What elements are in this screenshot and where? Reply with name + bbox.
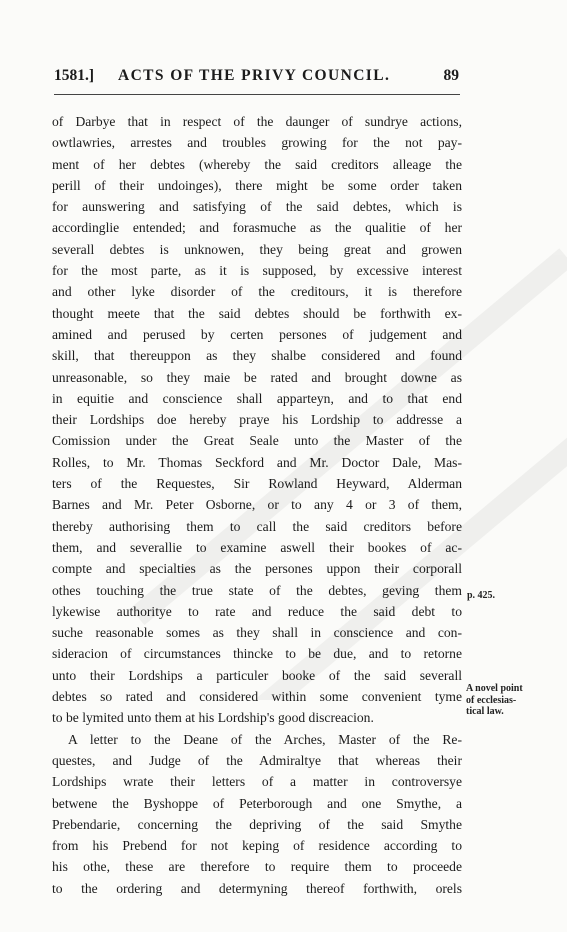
header-rule: [54, 94, 460, 95]
text-line: perill of their undoinges), there might be some order taken: [52, 177, 462, 193]
sidenote-line: tical law.: [466, 706, 504, 717]
text-line: Lordships wrate their letters of a matter in controversye: [52, 774, 462, 790]
header-year: 1581.]: [54, 67, 95, 84]
text-line: debtes so rated and considered within some convenient tyme: [52, 689, 462, 705]
text-line: ters of the Requestes, Sir Rowland Heyward, Alderman: [52, 476, 462, 492]
text-line: of Darbye that in respect of the daunger of sundrye actions,: [52, 114, 462, 129]
text-line: lykewise authoritye to rate and reduce the said debt to: [52, 603, 462, 619]
text-line: sideracion of circumstances thincke to be due, and to retorne: [52, 646, 462, 662]
text-line: thought meete that the said debtes should be forthwith ex-: [52, 305, 462, 321]
text-line: in equitie and conscience shall apparteyn, and to that end: [52, 390, 462, 406]
text-line: for the most parte, as it is supposed, by excessive interest: [52, 263, 462, 279]
text-line: for aunswering and satisfying of the said debtes, which is: [52, 199, 462, 215]
text-line: suche reasonable somes as they shall in conscience and con-: [52, 625, 462, 641]
text-line: from his Prebend for not keping of residence according to: [52, 838, 462, 854]
text-line: owtlawries, arrestes and troubles growing for the not pay-: [52, 135, 462, 151]
text-line: Rolles, to Mr. Thomas Seckford and Mr. Doctor Dale, Mas-: [52, 454, 462, 470]
text-line: their Lordships doe hereby praye his Lordship to addresse a: [52, 412, 462, 428]
text-line: ment of her debtes (whereby the said creditors alleage the: [52, 156, 462, 172]
sidenote-line: of ecclesias-: [466, 694, 517, 706]
text-line: unreasonable, so they maie be rated and brought downe as: [52, 369, 462, 385]
text-line: Barnes and Mr. Peter Osborne, or to any 4 or 3 of them,: [52, 497, 462, 513]
text-line: Prebendarie, concerning the depriving of the said Smythe: [52, 816, 462, 832]
text-line: Comission under the Great Seale unto the Master of the: [52, 433, 462, 449]
text-line: skill, that thereuppon as they shalbe considered and found: [52, 348, 462, 364]
text-line: to be lymited unto them at his Lordship's good discreacion.: [52, 710, 374, 726]
text-line: and other lyke disorder of the creditours, it is therefore: [52, 284, 462, 300]
text-line: severall debtes is unknowen, they being great and growen: [52, 241, 462, 257]
sidenote-line: A novel point: [466, 683, 523, 694]
margin-page-reference: p. 425.: [467, 590, 496, 601]
running-header: [54, 67, 459, 89]
text-line: betwene the Byshoppe of Peterborough and one Smythe, a: [52, 795, 462, 811]
text-line: othes touching the true state of the debtes, geving them: [52, 582, 462, 598]
text-line: questes, and Judge of the Admiraltye that whereas their: [52, 752, 462, 768]
text-line: thereby authorising them to call the said creditors before: [52, 518, 462, 534]
text-line: to the ordering and determyning thereof forthwith, orels: [52, 880, 462, 896]
text-line: unto their Lordships a particuler booke of the said severall: [52, 667, 462, 683]
text-line: them, and severallie to examine aswell their bookes of ac-: [52, 539, 462, 555]
body-text: [52, 111, 462, 899]
header-title: ACTS OF THE PRIVY COUNCIL.: [118, 67, 391, 84]
text-line: compte and specialties as the persones uppon their corporall: [52, 561, 462, 577]
text-line: his othe, these are therefore to require them to proceede: [52, 859, 462, 875]
page-number: 89: [443, 67, 459, 84]
margin-sidenote: [466, 683, 523, 718]
text-line: accordinglie entended; and forasmuche as the qualitie of her: [52, 220, 462, 236]
text-line: amined and perused by certen persones of judgement and: [52, 326, 462, 342]
paragraph-first-line: A letter to the Deane of the Arches, Master of the Re-: [68, 731, 462, 747]
